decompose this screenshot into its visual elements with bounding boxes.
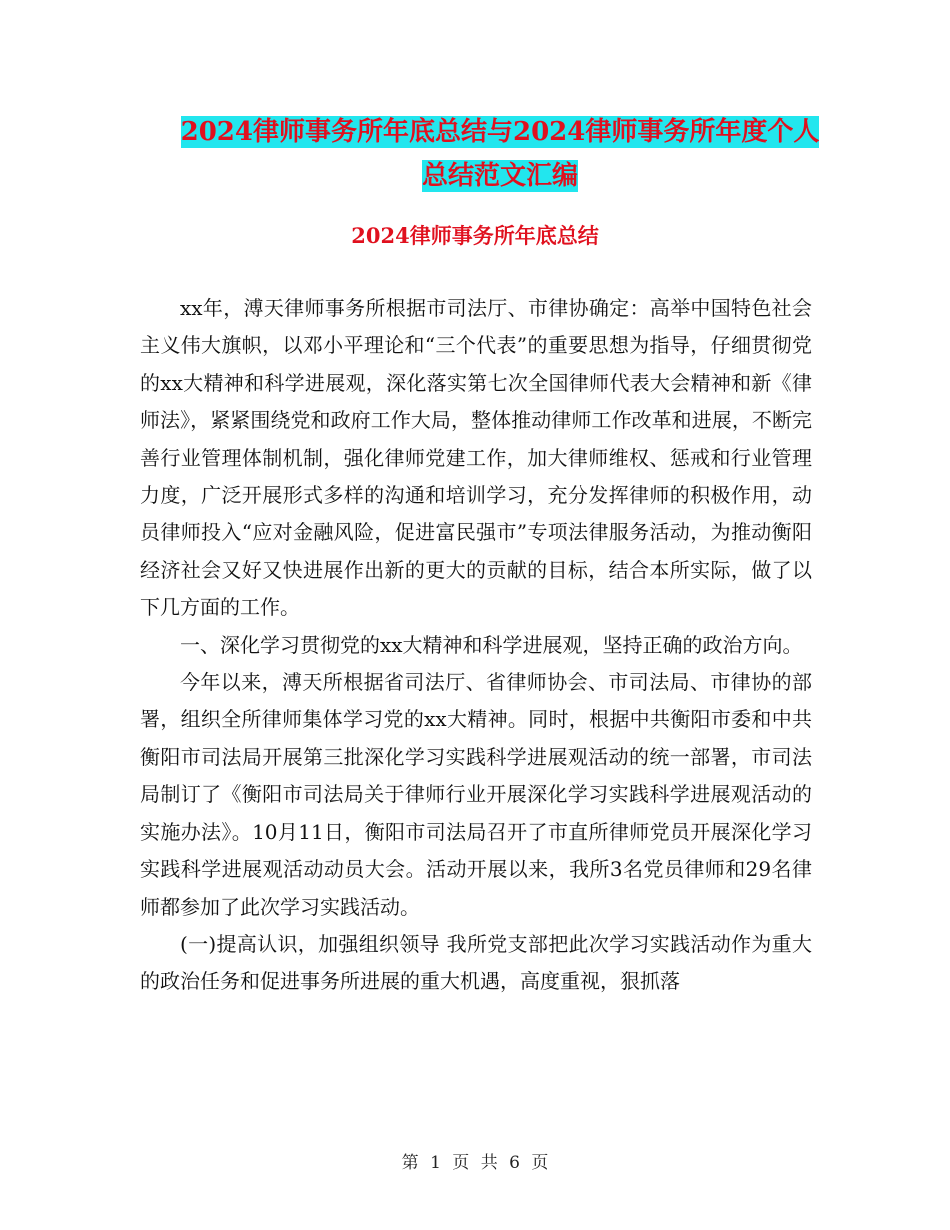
document-title (130, 110, 870, 198)
title-line-2: 总结范文汇编 (421, 161, 578, 191)
section-title: 2024律师事务所年底总结 (351, 223, 599, 248)
document-body (140, 290, 812, 1001)
paragraph-heading-1: 一、深化学习贯彻党的xx大精神和科学进展观，坚持正确的政治方向。 (180, 632, 803, 657)
paragraph-study: 今年以来，溥天所根据省司法厅、省律师协会、市司法局、市律协的部署，组织全所律师集体学习党的xx大精神。同时，根据中共衡阳市委和中共衡阳市司法局开展第三批深化学习实践科学进展观活动的统一部署，市司法局制订了《衡阳市司法局关于律师行业开展深化学习实践科学进展观活动的实施办法》。10月11日，衡阳市司法局召开了市直所律师党员开展深化学习实践科学进展观活动动员大会。活动开展以来，我所3名党员律师和29名律师都参加了此次学习实践活动。 (140, 670, 812, 919)
title-line-1: 2024律师事务所年底总结与2024律师事务所年度个人 (180, 117, 820, 147)
paragraph-intro: xx年，溥天律师事务所根据市司法厅、市律协确定：高举中国特色社会主义伟大旗帜，以邓小平理论和“三个代表”的重要思想为指导，仔细贯彻党的xx大精神和科学进展观，深化落实第七次全国律师代表大会精神和新《律师法》，紧紧围绕党和政府工作大局，整体推动律师工作改革和进展，不断完善行业管理体制机制，强化律师党建工作，加大律师维权、惩戒和行业管理力度，广泛开展形式多样的沟通和培训学习，充分发挥律师的积极作用，动员律师投入“应对金融风险，促进富民强市”专项法律服务活动，为推动衡阳经济社会又好又快进展作出新的更大的贡献的目标，结合本所实际，做了以下几方面的工作。 (140, 296, 812, 620)
page-footer: 第 1 页 共 6 页 (401, 1153, 549, 1173)
paragraph-subheading-1: (一)提高认识，加强组织领导 我所党支部把此次学习实践活动作为重大的政治任务和促进事务所进展的重大机遇，高度重视，狠抓落 (140, 931, 812, 994)
